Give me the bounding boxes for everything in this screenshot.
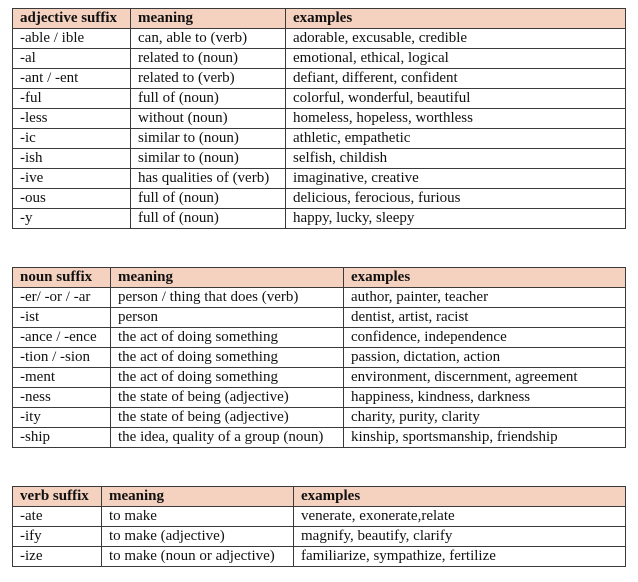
suffix-cell: -able / ible — [13, 29, 131, 49]
meaning-cell: to make (adjective) — [102, 527, 294, 547]
meaning-cell: full of (noun) — [131, 89, 286, 109]
examples-cell: delicious, ferocious, furious — [286, 189, 626, 209]
verb-suffix-table — [12, 486, 626, 567]
suffix-cell: -ate — [13, 507, 102, 527]
column-header-suffix: adjective suffix — [13, 9, 131, 29]
suffix-cell: -ify — [13, 527, 102, 547]
suffix-cell: -er/ -or / -ar — [13, 288, 111, 308]
examples-cell: author, painter, teacher — [344, 288, 626, 308]
examples-cell: happy, lucky, sleepy — [286, 209, 626, 229]
column-header-meaning: meaning — [111, 268, 344, 288]
examples-cell: passion, dictation, action — [344, 348, 626, 368]
meaning-cell: without (noun) — [131, 109, 286, 129]
suffix-cell: -ity — [13, 408, 111, 428]
table-header-row — [13, 487, 626, 507]
table-header-row — [13, 268, 626, 288]
meaning-cell: full of (noun) — [131, 189, 286, 209]
examples-cell: venerate, exonerate,relate — [294, 507, 626, 527]
examples-cell: emotional, ethical, logical — [286, 49, 626, 69]
examples-cell: selfish, childish — [286, 149, 626, 169]
suffix-cell: -ous — [13, 189, 131, 209]
meaning-cell: the act of doing something — [111, 348, 344, 368]
meaning-cell: can, able to (verb) — [131, 29, 286, 49]
examples-cell: homeless, hopeless, worthless — [286, 109, 626, 129]
suffix-cell: -ant / -ent — [13, 69, 131, 89]
table-row — [13, 189, 626, 209]
table-header-row — [13, 9, 626, 29]
meaning-cell: similar to (noun) — [131, 129, 286, 149]
meaning-cell: the act of doing something — [111, 328, 344, 348]
suffix-cell: -ish — [13, 149, 131, 169]
suffix-cell: -al — [13, 49, 131, 69]
examples-cell: environment, discernment, agreement — [344, 368, 626, 388]
table-row — [13, 169, 626, 189]
table-row — [13, 547, 626, 567]
table-row — [13, 209, 626, 229]
examples-cell: dentist, artist, racist — [344, 308, 626, 328]
suffix-cell: -ness — [13, 388, 111, 408]
column-header-meaning: meaning — [131, 9, 286, 29]
suffix-cell: -ive — [13, 169, 131, 189]
meaning-cell: person — [111, 308, 344, 328]
examples-cell: imaginative, creative — [286, 169, 626, 189]
column-header-examples: examples — [294, 487, 626, 507]
suffix-cell: -ic — [13, 129, 131, 149]
meaning-cell: full of (noun) — [131, 209, 286, 229]
examples-cell: charity, purity, clarity — [344, 408, 626, 428]
column-header-suffix: noun suffix — [13, 268, 111, 288]
meaning-cell: the state of being (adjective) — [111, 408, 344, 428]
suffix-cell: -ance / -ence — [13, 328, 111, 348]
column-header-meaning: meaning — [102, 487, 294, 507]
examples-cell: magnify, beautify, clarify — [294, 527, 626, 547]
suffix-cell: -ment — [13, 368, 111, 388]
suffix-cell: -less — [13, 109, 131, 129]
examples-cell: adorable, excusable, credible — [286, 29, 626, 49]
table-row — [13, 308, 626, 328]
table-row — [13, 129, 626, 149]
suffix-cell: -y — [13, 209, 131, 229]
examples-cell: defiant, different, confident — [286, 69, 626, 89]
examples-cell: happiness, kindness, darkness — [344, 388, 626, 408]
meaning-cell: the act of doing something — [111, 368, 344, 388]
table-row — [13, 388, 626, 408]
suffix-cell: -ful — [13, 89, 131, 109]
examples-cell: familiarize, sympathize, fertilize — [294, 547, 626, 567]
column-header-suffix: verb suffix — [13, 487, 102, 507]
suffix-cell: -tion / -sion — [13, 348, 111, 368]
meaning-cell: person / thing that does (verb) — [111, 288, 344, 308]
table-row — [13, 368, 626, 388]
table-row — [13, 527, 626, 547]
table-row — [13, 149, 626, 169]
table-row — [13, 507, 626, 527]
column-header-examples: examples — [344, 268, 626, 288]
noun-suffix-table — [12, 267, 626, 448]
table-row — [13, 348, 626, 368]
examples-cell: athletic, empathetic — [286, 129, 626, 149]
table-row — [13, 49, 626, 69]
meaning-cell: the idea, quality of a group (noun) — [111, 428, 344, 448]
meaning-cell: has qualities of (verb) — [131, 169, 286, 189]
examples-cell: kinship, sportsmanship, friendship — [344, 428, 626, 448]
table-row — [13, 89, 626, 109]
meaning-cell: similar to (noun) — [131, 149, 286, 169]
table-row — [13, 408, 626, 428]
table-row — [13, 29, 626, 49]
table-row — [13, 109, 626, 129]
column-header-examples: examples — [286, 9, 626, 29]
table-row — [13, 328, 626, 348]
examples-cell: colorful, wonderful, beautiful — [286, 89, 626, 109]
meaning-cell: to make — [102, 507, 294, 527]
suffix-cell: -ist — [13, 308, 111, 328]
suffix-cell: -ship — [13, 428, 111, 448]
table-row — [13, 69, 626, 89]
meaning-cell: the state of being (adjective) — [111, 388, 344, 408]
meaning-cell: related to (noun) — [131, 49, 286, 69]
meaning-cell: related to (verb) — [131, 69, 286, 89]
table-row — [13, 428, 626, 448]
meaning-cell: to make (noun or adjective) — [102, 547, 294, 567]
table-row — [13, 288, 626, 308]
suffix-cell: -ize — [13, 547, 102, 567]
adjective-suffix-table — [12, 8, 626, 229]
examples-cell: confidence, independence — [344, 328, 626, 348]
